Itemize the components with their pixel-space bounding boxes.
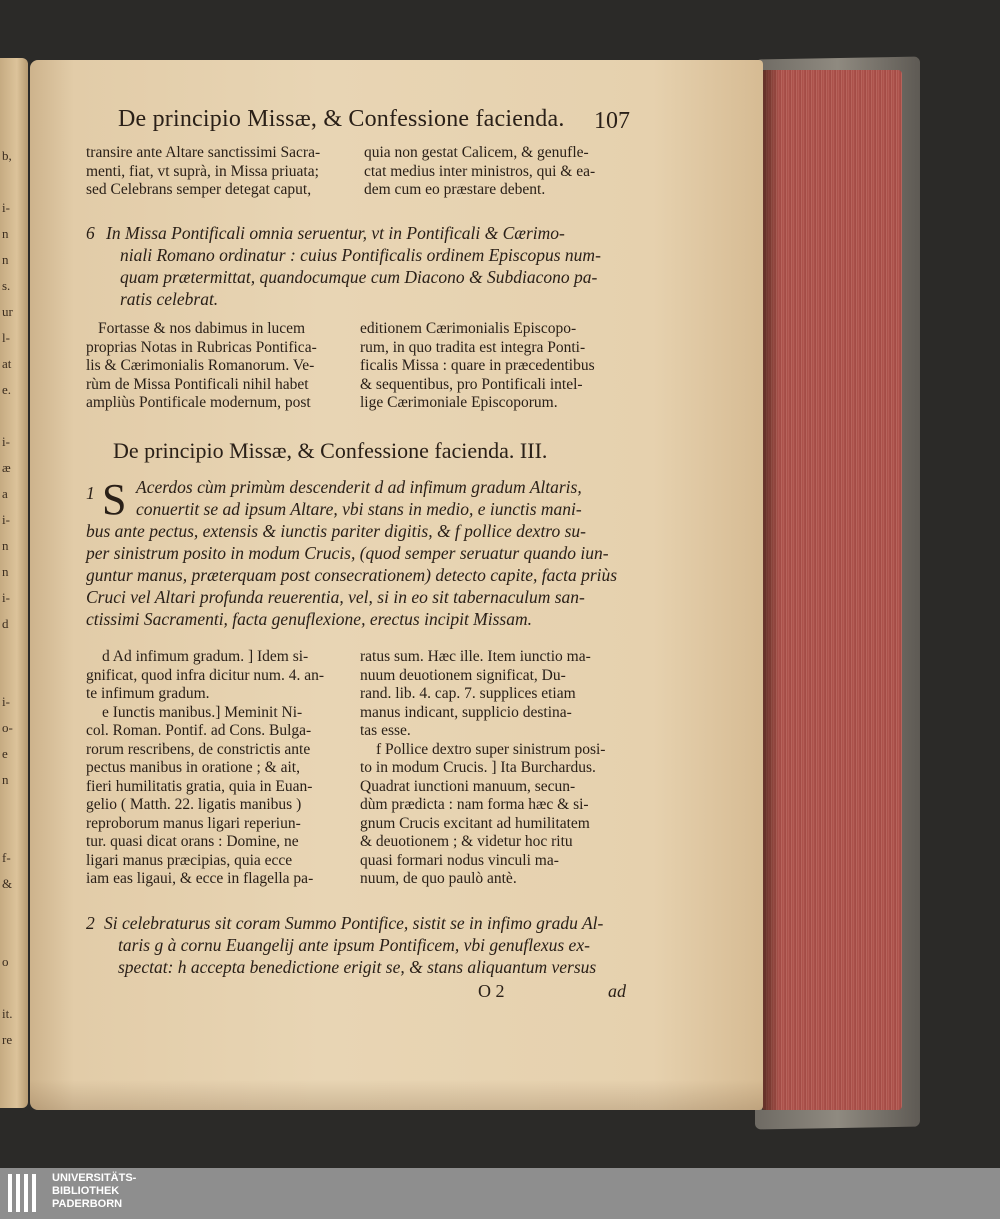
left-margin-fragments: [0, 58, 28, 1108]
text-line: reproborum manus ligari reperiun-: [86, 814, 301, 832]
text-line: e Iunctis manibus.] Meminit Ni-: [102, 703, 303, 721]
text-line: bus ante pectus, extensis & iunctis pariter digitis, & f pollice dextro su-: [86, 521, 586, 541]
text-line: Quadrat iunctioni manuum, secun-: [360, 777, 576, 795]
text-line: & deuotionem ; & videtur hoc ritu: [360, 833, 573, 850]
margin-fragment: it.: [2, 1006, 13, 1021]
text-line: & sequentibus, pro Pontificali intel-: [360, 375, 583, 393]
library-logo-icon: [6, 1172, 44, 1214]
text-line: te infimum gradum.: [86, 685, 210, 702]
text-line: ratis celebrat.: [120, 289, 219, 309]
top-column-left: [86, 144, 320, 200]
text-line: f Pollice dextro super sinistrum posi-: [376, 740, 606, 758]
margin-fragment: æ: [2, 460, 11, 475]
margin-fragment: i-: [2, 590, 10, 605]
text-line: quia non gestat Calicem, & genufle-: [364, 144, 589, 161]
library-name-line: BIBLIOTHEK: [52, 1185, 120, 1197]
left-facing-page-margin: [0, 58, 28, 1108]
text-line: gelio ( Matth. 22. ligatis manibus ): [86, 796, 302, 813]
text-line: Si celebraturus sit coram Summo Pontifice, sistit se in infimo gradu Al-: [104, 913, 604, 933]
text-line: transire ante Altare sanctissimi Sacra-: [86, 144, 321, 161]
margin-fragment: n: [2, 226, 9, 241]
margin-fragment: i-: [2, 434, 10, 449]
text-line: ctissimi Sacramenti, facta genuflexione, erectus incipit Missam.: [86, 609, 533, 629]
text-line: ficalis Missa : quare in præcedentibus: [360, 357, 595, 374]
margin-fragment: at: [2, 356, 12, 371]
margin-fragment: d: [2, 616, 9, 631]
text-line: guntur manus, præterquam post consecrationem) detecto capite, facta priùs: [86, 565, 618, 585]
text-line: ligari manus præcipias, quia ecce: [86, 851, 293, 869]
margin-fragment: f-: [2, 850, 11, 865]
text-line: ratus sum. Hæc ille. Item iunctio ma-: [360, 648, 591, 665]
margin-fragment: b,: [2, 148, 12, 163]
rule-1-text: [86, 476, 617, 630]
text-line: col. Roman. Pontif. ad Cons. Bulga-: [86, 722, 312, 739]
text-line: conuertit se ad ipsum Altare, vbi stans in medio, e iunctis mani-: [136, 499, 582, 519]
top-column-right: [364, 144, 595, 200]
text-line: fieri humilitatis gratia, quia in Euan-: [86, 777, 313, 795]
library-footer-bar: [0, 1168, 1000, 1219]
text-line: manus indicant, supplicio destina-: [360, 703, 572, 721]
text-line: per sinistrum posito in modum Crucis, (quod semper seruatur quando iun-: [86, 543, 609, 563]
page-shadow: [30, 1080, 763, 1110]
text-line: rum, in quo tradita est integra Ponti-: [360, 338, 586, 356]
rule-6-text: [106, 222, 601, 310]
text-line: iam eas ligaui, & ecce in flagella pa-: [86, 870, 314, 887]
text-line: dùm prædicta : nam forma hæc & si-: [360, 796, 589, 813]
page-edge-shadow: [762, 70, 780, 1110]
margin-fragment: s.: [2, 278, 11, 293]
text-line: pectus manibus in oratione ; & ait,: [86, 759, 300, 776]
margin-fragment: e.: [2, 382, 12, 397]
section-heading: De principio Missæ, & Confessione facienda. III.: [113, 438, 548, 463]
margin-fragment: i-: [2, 512, 10, 527]
text-line: gnificat, quod infra dicitur num. 4. an-: [86, 666, 325, 684]
text-line: Cruci vel Altari profunda reuerentia, vel, si in eo sit tabernaculum san-: [86, 587, 585, 607]
library-name: [52, 1172, 136, 1211]
text-line: rùm de Missa Pontificali nihil habet: [86, 375, 309, 393]
margin-fragment: n: [2, 564, 9, 579]
running-title: De principio Missæ, & Confessione facienda.: [118, 106, 565, 132]
margin-fragment: i-: [2, 694, 10, 709]
text-line: nuum, de quo paulò antè.: [360, 870, 517, 887]
comment-column-left: [86, 320, 317, 413]
margin-fragment: e: [2, 746, 8, 761]
text-line: tas esse.: [360, 722, 411, 739]
signature-mark: O 2: [478, 981, 505, 1001]
text-line: spectat: h accepta benedictione erigit se, & stans aliquantum versus: [118, 957, 597, 977]
comment-column-right: [360, 320, 595, 413]
margin-fragment: re: [2, 1032, 13, 1047]
catchword: ad: [608, 981, 626, 1001]
text-line: editionem Cærimonialis Episcopo-: [360, 320, 577, 337]
rule-1-dropcap: S: [102, 475, 127, 524]
text-line: quam prætermittat, quandocumque cum Diacono & Subdiacono pa-: [120, 267, 598, 287]
text-line: ctat medius inter ministros, qui & ea-: [364, 162, 596, 180]
text-line: ampliùs Pontificale modernum, post: [86, 394, 311, 411]
rule-1-number: 1: [86, 483, 95, 503]
text-line: gnum Crucis excitant ad humilitatem: [360, 814, 590, 832]
text-line: dem cum eo præstare debent.: [364, 181, 546, 198]
text-line: niali Romano ordinatur : cuius Pontificalis ordinem Episcopus num-: [120, 245, 601, 265]
page-number: 107: [594, 108, 630, 134]
text-line: Fortasse & nos dabimus in lucem: [98, 320, 306, 337]
notes-column-left: [86, 648, 324, 889]
text-line: nuum deuotionem significat, Du-: [360, 666, 566, 684]
text-line: quasi formari nodus vinculi ma-: [360, 851, 559, 869]
text-line: d Ad infimum gradum. ] Idem si-: [102, 648, 309, 665]
notes-column-right: [360, 648, 605, 889]
text-line: lige Cærimoniale Episcoporum.: [360, 394, 558, 411]
margin-fragment: &: [2, 876, 13, 891]
text-line: sed Celebrans semper detegat caput,: [86, 181, 312, 198]
margin-fragment: n: [2, 772, 9, 787]
text-line: to in modum Crucis. ] Ita Burchardus.: [360, 759, 596, 776]
margin-fragment: o: [2, 954, 9, 969]
text-line: Acerdos cùm primùm descenderit d ad infimum gradum Altaris,: [136, 477, 582, 497]
margin-fragment: ur: [2, 304, 13, 319]
margin-fragment: n: [2, 252, 9, 267]
library-name-line: PADERBORN: [52, 1198, 123, 1210]
library-name-line: UNIVERSITÄTS-: [52, 1172, 137, 1184]
rule-2-text: [104, 912, 603, 978]
margin-fragment: n: [2, 538, 9, 553]
text-line: menti, fiat, vt suprà, in Missa priuata;: [86, 162, 319, 180]
rule-6-number: 6: [86, 223, 95, 243]
text-line: rand. lib. 4. cap. 7. supplices etiam: [360, 685, 576, 702]
margin-fragment: o-: [2, 720, 13, 735]
margin-fragment: l-: [2, 330, 10, 345]
margin-fragment: a: [2, 486, 8, 501]
text-line: rorum rescribens, de constrictis ante: [86, 740, 311, 758]
text-line: tur. quasi dicat orans : Domine, ne: [86, 833, 299, 850]
text-line: lis & Cærimonialis Romanorum. Ve-: [86, 357, 315, 374]
text-line: taris g à cornu Euangelij ante ipsum Pontificem, vbi genuflexus ex-: [118, 935, 590, 955]
page-edges-red: [762, 70, 902, 1110]
text-line: In Missa Pontificali omnia seruentur, vt in Pontificali & Cærimo-: [106, 223, 565, 243]
text-line: proprias Notas in Rubricas Pontifica-: [86, 338, 317, 356]
margin-fragment: i-: [2, 200, 10, 215]
rule-2-number: 2: [86, 913, 95, 933]
